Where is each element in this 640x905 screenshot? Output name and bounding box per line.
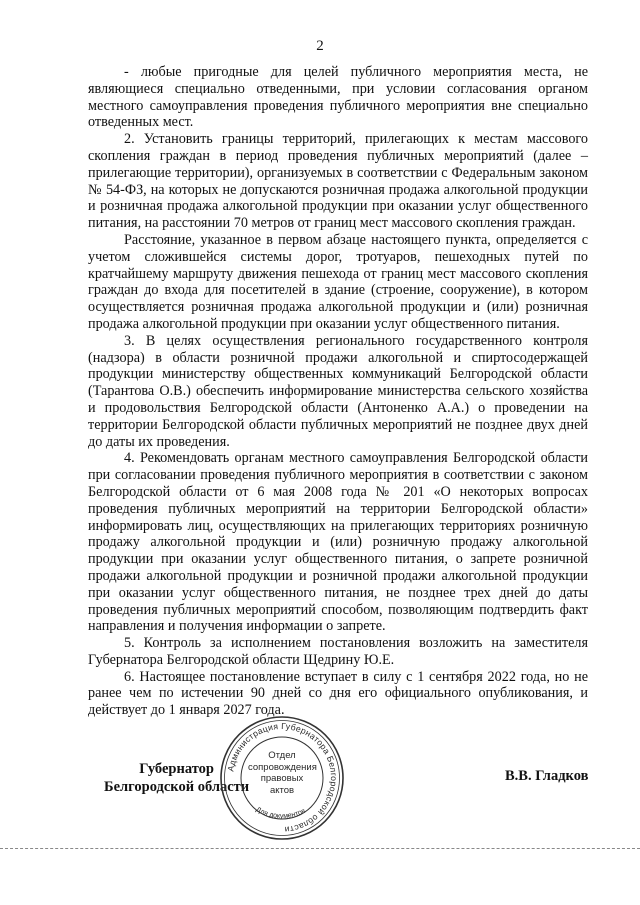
stamp-inner-line1: Отдел [268, 750, 296, 761]
stamp-inner-line2: сопровождения [248, 761, 317, 773]
paragraph-4: 4. Рекомендовать органам местного самоуправления Белгородской области при согласовании проведения публичного мероприятия в соответствии с законом Белгородской области от 6 мая 2008 года № 201 «О некоторых вопросах проведения публичных мероприятий на территории Белгородской области» информировать лиц, осуществляющих на прилегающих территориях розничную продажу алкогольной продукции и (или) розничную продажу алкогольной продукции при оказании услуг общественного питания, о запрете розничной продажи алкогольной продукции и розничной продажи алкогольной продукции при оказании услуг общественного питания, не позднее трех дней до даты проведения публичных мероприятий способом, позволяющим подтвердить факт направления и получения информации о запрете. [88, 450, 588, 635]
document-body [88, 64, 588, 719]
svg-text:Для документов [255, 806, 307, 820]
governor-title-line1: Губернатор [139, 761, 214, 777]
paragraph-3: 3. В целях осуществления регионального государственного контроля (надзора) в области розничной продажи алкогольной и спиртосодержащей продукции министерству общественных коммуникаций Белгородской области (Тарантова О.В.) обеспечить информирование министерства сельского хозяйства и продовольствия Белгородской области (Антоненко А.А.) о проведении на территории Белгородской области публичных мероприятий не позднее двух дней до даты их проведения. [88, 332, 588, 450]
paragraph-6: 6. Настоящее постановление вступает в силу с 1 сентября 2022 года, но не ранее чем по истечении 90 дней со дня его официального опубликования, и действует до 1 января 2027 года. [88, 668, 588, 719]
stamp-bottom-text: Для документов [254, 806, 307, 821]
signature-block [0, 720, 640, 852]
paragraph-list-item: - любые пригодные для целей публичного мероприятия места, не являющиеся специально отведенными, при условии согласования органом местного самоуправления проведения публичного мероприятия вне специально отведенных мест. [88, 64, 588, 131]
paragraph-2-distance: Расстояние, указанное в первом абзаце настоящего пункта, определяется с учетом сложившейся системы дорог, тротуаров, пешеходных путей по кратчайшему маршруту движения пешехода от границ мест массового скопления граждан до входа для посетителей в здание (строение, сооружение), в котором осуществляется розничная продажа алкогольной продукции и (или) розничная продажа алкогольной продукции при оказании услуг общественного питания. [88, 231, 588, 332]
paragraph-5: 5. Контроль за исполнением постановления возложить на заместителя Губернатора Белгородской области Щедрину Ю.Е. [88, 635, 588, 668]
page-number: 2 [316, 38, 324, 54]
paragraph-2: 2. Установить границы территорий, прилегающих к местам массового скопления граждан в период проведения публичных мероприятий (далее – прилегающие территории), организуемых в соответствии с Федеральным законом № 54-ФЗ, на которых не допускаются розничная продажа алкогольной продукции и розничная продажа алкогольной продукции при оказании услуг общественного питания, на расстоянии 70 метров от границ мест массового скопления граждан. [88, 131, 588, 232]
stamp-ring-text: Администрация Губернатора Белгородской области [225, 720, 340, 835]
stamp-inner-line4: актов [269, 784, 295, 796]
governor-name: В.В. Гладков [505, 768, 589, 784]
governor-title-line2: Белгородской области [104, 779, 250, 795]
bottom-divider [0, 848, 640, 849]
official-stamp [218, 714, 346, 842]
stamp-inner-text [248, 750, 316, 796]
stamp-inner-line3: правовых [260, 773, 304, 784]
